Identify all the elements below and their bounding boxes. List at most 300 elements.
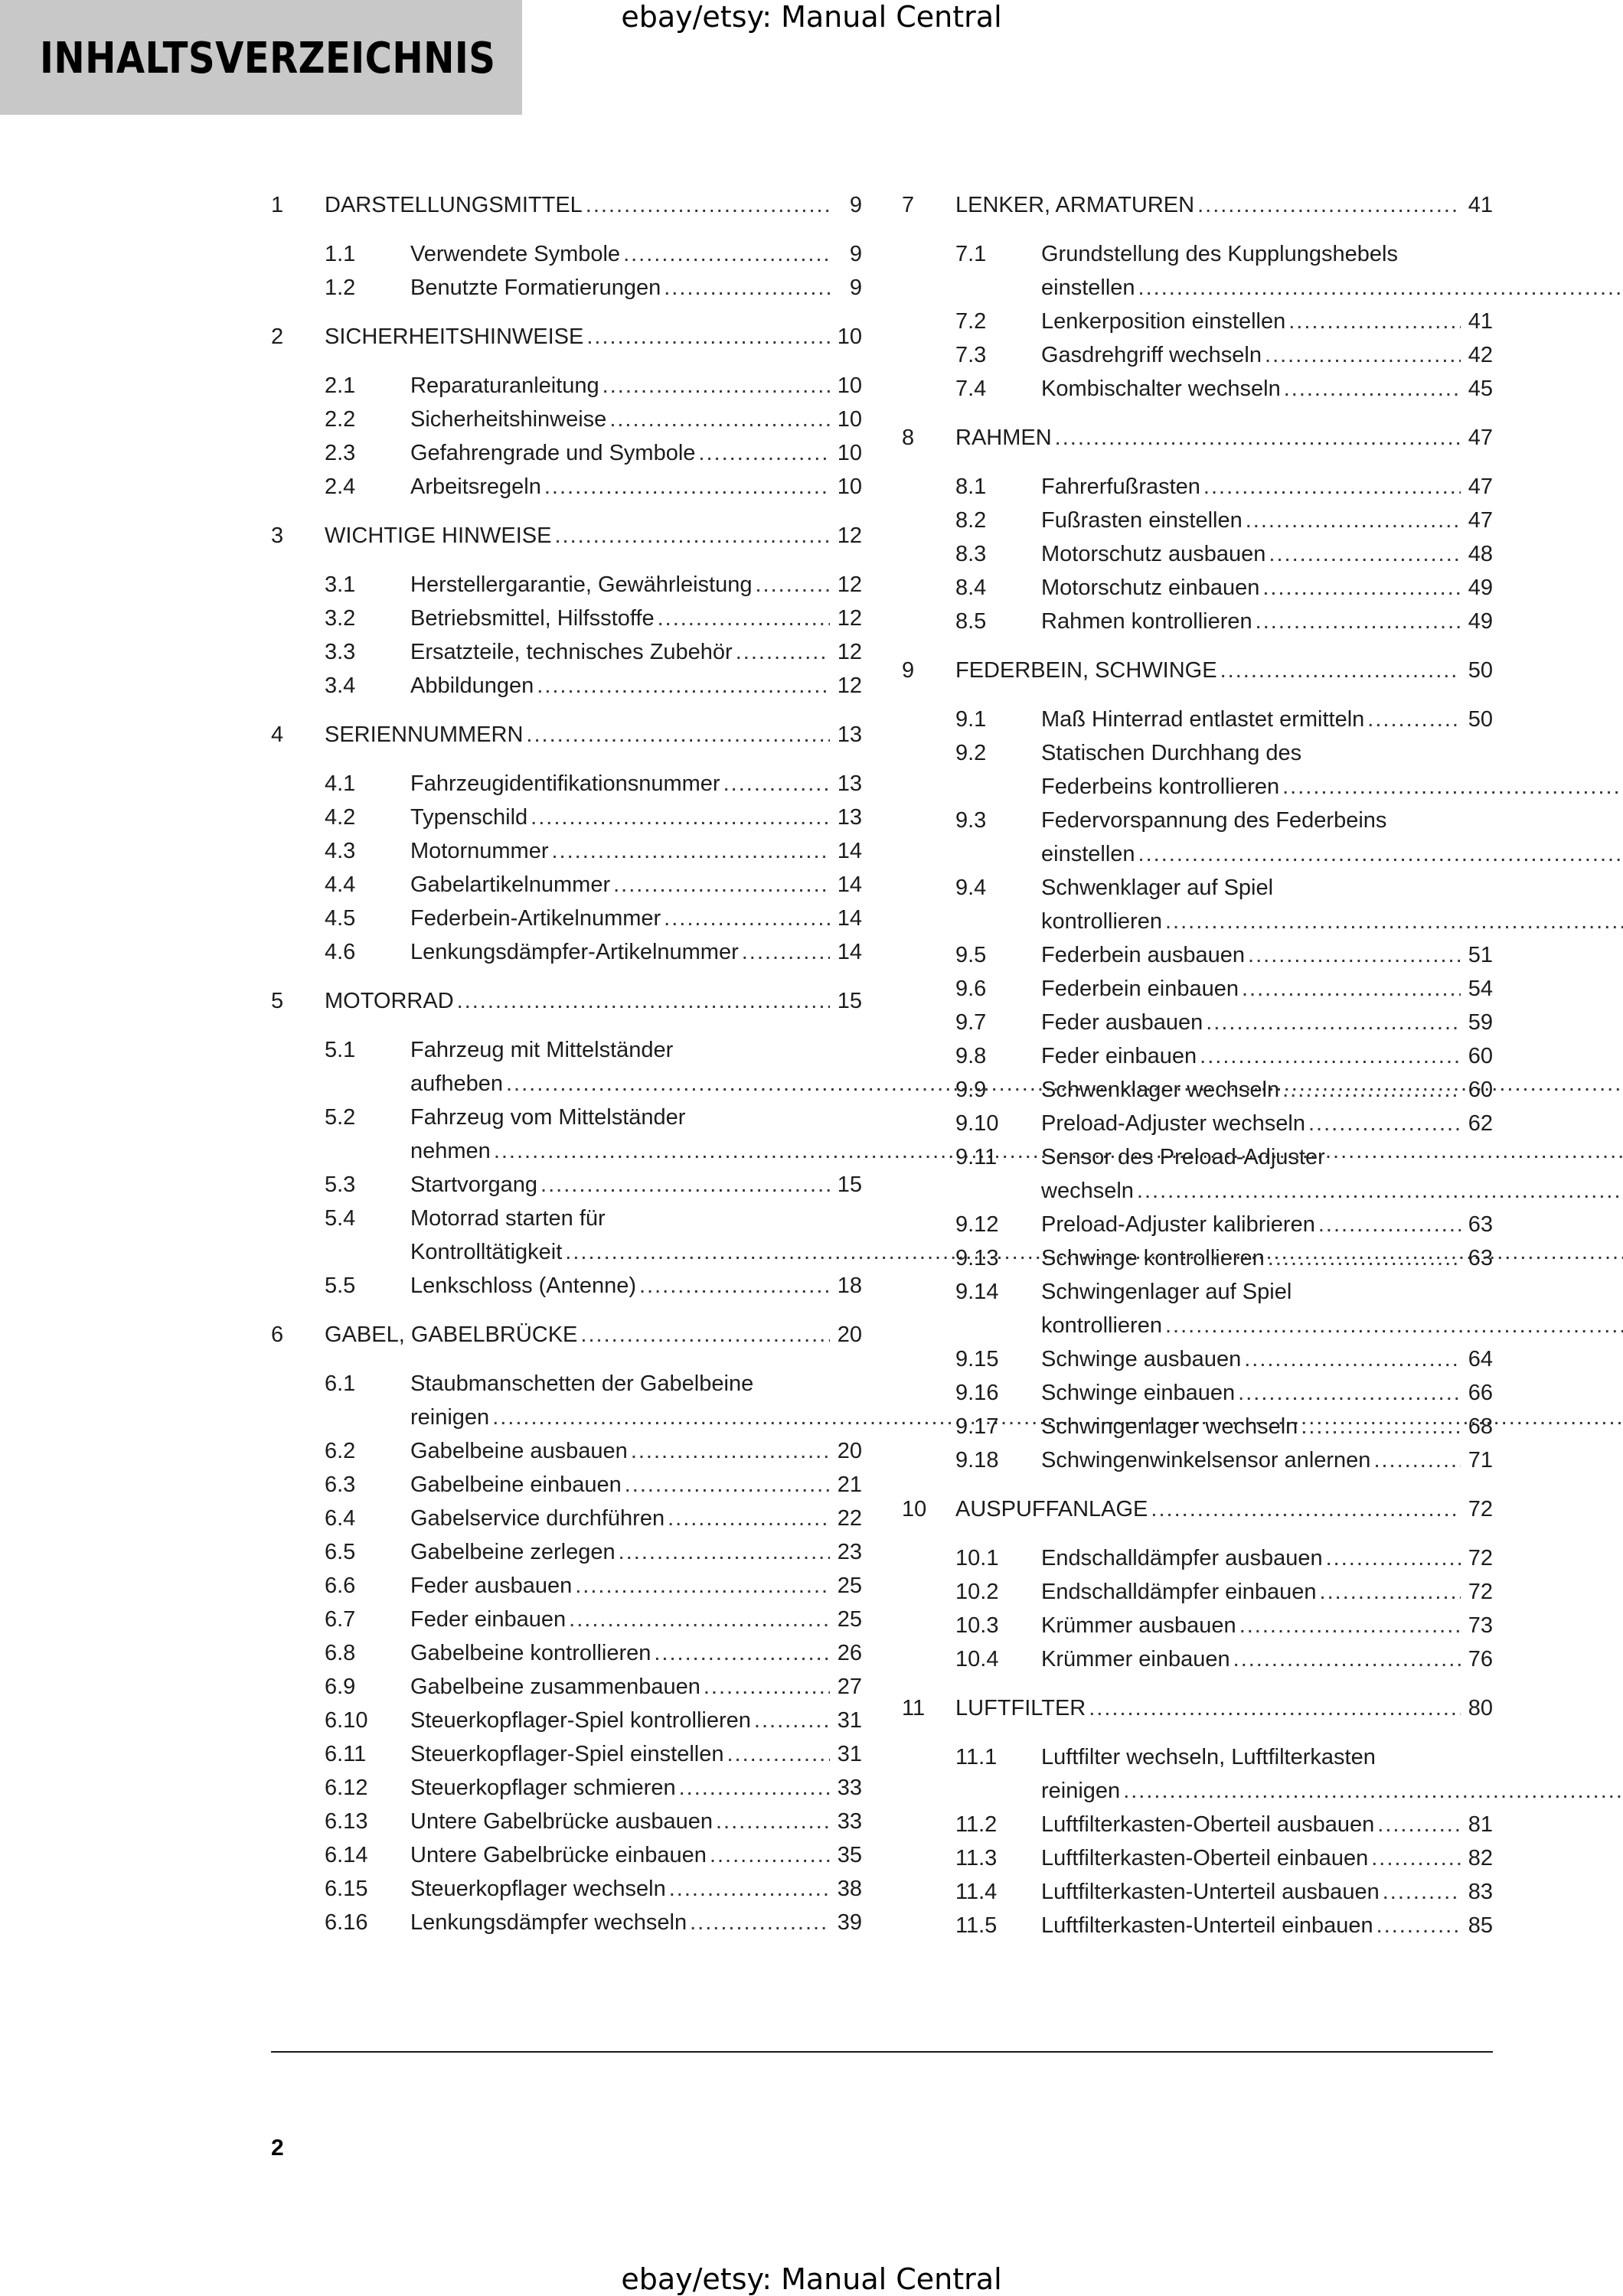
toc-entry-page: 12 (837, 640, 862, 664)
toc-entry-number: 10.1 (955, 1546, 999, 1570)
toc-chapter[interactable] (271, 188, 862, 222)
toc-entry-number: 3.2 (325, 606, 356, 631)
toc-entry-page: 20 (837, 1439, 862, 1463)
toc-entry-title-block (410, 834, 862, 868)
leader-dots (1203, 470, 1461, 504)
toc-entry-page: 23 (837, 1540, 862, 1564)
toc-entry-title: Luftfilterkasten-Unterteil einbauen (1041, 1913, 1373, 1938)
toc-entry-number: 6.14 (325, 1843, 368, 1867)
toc-entry-title: Statischen Durchhang des (1041, 741, 1302, 765)
toc-section[interactable] (955, 1006, 1493, 1039)
toc-entry-title: FEDERBEIN, SCHWINGE (955, 658, 1217, 683)
leader-dots (1200, 1039, 1461, 1073)
leader-dots (625, 1468, 830, 1502)
toc-entry-title: Motornummer (410, 839, 549, 863)
toc-section[interactable] (955, 1575, 1493, 1609)
toc-entry-number: 11.4 (955, 1880, 998, 1904)
toc-section[interactable] (325, 1101, 862, 1168)
toc-section[interactable] (955, 1909, 1493, 1942)
toc-entry-title: Schwenklager wechseln (1041, 1078, 1280, 1102)
toc-section[interactable] (955, 1410, 1493, 1443)
toc-section[interactable] (955, 1107, 1493, 1140)
toc-entry-page: 59 (1468, 1010, 1493, 1035)
toc-chapter[interactable] (902, 654, 1493, 687)
toc-entry-title: Preload-Adjuster wechseln (1041, 1111, 1305, 1136)
toc-entry-title-line2 (1041, 837, 1623, 871)
toc-section[interactable] (955, 1541, 1493, 1575)
toc-entry-number: 6.7 (325, 1607, 356, 1632)
toc-chapter[interactable] (271, 1318, 862, 1352)
toc-entry-title: Steuerkopflager schmieren (410, 1776, 676, 1800)
toc-section-list (955, 703, 1493, 1477)
toc-entry-title: Federbein einbauen (1041, 977, 1239, 1001)
toc-entry-title-block (410, 1670, 862, 1704)
toc-section[interactable] (325, 1502, 862, 1535)
toc-entry-title: LUFTFILTER (955, 1696, 1086, 1720)
toc-section[interactable] (325, 1603, 862, 1636)
toc-entry-title-block (410, 1838, 862, 1872)
toc-entry-title: Gabelbeine ausbauen (410, 1439, 628, 1463)
leader-dots (1165, 905, 1623, 938)
leader-dots (1248, 938, 1461, 972)
toc-entry-title-block (410, 1737, 862, 1771)
toc-entry-title-block (410, 1603, 862, 1636)
toc-entry-title-block (410, 1636, 862, 1670)
toc-entry-number: 9.7 (955, 1010, 987, 1035)
toc-entry-page: 71 (1468, 1448, 1493, 1473)
toc-entry-title-block (325, 1318, 862, 1352)
toc-entry-title-block (410, 271, 862, 305)
leader-dots (690, 1906, 830, 1939)
toc-entry-title-block (1041, 1609, 1493, 1642)
toc-entry-page: 60 (1468, 1078, 1493, 1102)
toc-entry-number: 6.2 (325, 1439, 356, 1463)
toc-entry-number: 11.2 (955, 1812, 998, 1837)
page-title: INHALTSVERZEICHNIS (40, 34, 496, 83)
toc-section[interactable] (955, 1140, 1493, 1208)
toc-entry-number: 9.17 (955, 1414, 999, 1439)
toc-section[interactable] (325, 767, 862, 801)
toc-section[interactable] (955, 736, 1493, 804)
toc-entry-title: Federbein-Artikelnummer (410, 906, 661, 931)
toc-section[interactable] (325, 1569, 862, 1603)
toc-entry-title: Gabelartikelnummer (410, 872, 611, 897)
toc-entry-page: 73 (1468, 1613, 1493, 1638)
toc-section[interactable] (955, 605, 1493, 638)
leader-dots (537, 669, 830, 703)
toc-entry-title-block (1041, 1841, 1493, 1875)
toc-entry-number: 5.2 (325, 1105, 356, 1130)
toc-section[interactable] (955, 1275, 1493, 1342)
leader-dots (1165, 1309, 1623, 1342)
toc-entry-number: 3 (271, 523, 284, 548)
toc-entry-title: Sensor des Preload-Adjuster (1041, 1145, 1325, 1169)
leader-dots (623, 237, 830, 271)
toc-entry-title: Gabelservice durchführen (410, 1506, 665, 1531)
leader-dots (1284, 372, 1461, 406)
toc-entry-number: 9.12 (955, 1212, 999, 1237)
toc-entry-page: 42 (1468, 343, 1493, 367)
leader-dots (1262, 571, 1461, 605)
footer-divider (271, 2051, 1493, 2053)
toc-entry-title-block (955, 1691, 1493, 1725)
toc-entry-page: 10 (837, 475, 862, 499)
toc-entry-page: 14 (837, 906, 862, 931)
toc-entry-number: 8.5 (955, 609, 987, 634)
toc-entry-page: 72 (1468, 1580, 1493, 1604)
toc-entry-page: 80 (1468, 1696, 1493, 1720)
toc-chapter[interactable] (902, 188, 1493, 222)
toc-section[interactable] (325, 1838, 862, 1872)
toc-section[interactable] (325, 902, 862, 935)
leader-dots (1138, 837, 1623, 871)
toc-entry-number: 1.2 (325, 276, 356, 300)
toc-section[interactable] (955, 938, 1493, 972)
toc-chapter[interactable] (271, 718, 862, 752)
toc-entry-title: Gasdrehgriff wechseln (1041, 343, 1262, 367)
toc-entry-title: Schwenklager auf Spiel (1041, 876, 1274, 900)
leader-dots (742, 935, 830, 969)
toc-entry-number: 2.3 (325, 441, 356, 465)
toc-entry-number: 8 (902, 426, 915, 450)
toc-section[interactable] (955, 703, 1493, 736)
toc-entry-page: 31 (837, 1708, 862, 1733)
toc-section[interactable] (325, 436, 862, 470)
toc-section[interactable] (325, 1269, 862, 1303)
toc-entry-title-block (1041, 736, 1623, 804)
toc-entry-title-block (410, 237, 862, 271)
toc-chapter[interactable] (902, 1691, 1493, 1725)
toc-entry-page: 27 (837, 1675, 862, 1699)
toc-entry-page: 76 (1468, 1647, 1493, 1671)
toc-entry-number: 9.5 (955, 943, 987, 967)
toc-section[interactable] (955, 237, 1493, 305)
toc-section[interactable] (325, 568, 862, 602)
toc-entry-number: 2 (271, 325, 284, 349)
toc-entry-number: 9 (902, 658, 915, 683)
toc-entry-title: Luftfilterkasten-Oberteil einbauen (1041, 1846, 1369, 1870)
toc-section[interactable] (955, 871, 1493, 938)
toc-entry-title-block (1041, 1006, 1493, 1039)
toc-entry-title-line2 (1041, 1774, 1623, 1808)
toc-section[interactable] (955, 1841, 1493, 1875)
toc-entry-page: 20 (837, 1322, 862, 1347)
toc-entry-title-block (1041, 237, 1623, 305)
toc-entry-title: Arbeitsregeln (410, 475, 541, 499)
toc-entry-page: 51 (1468, 943, 1493, 967)
leader-dots (1282, 770, 1623, 804)
toc-section[interactable] (325, 602, 862, 635)
leader-dots (1301, 1410, 1461, 1443)
toc-entry-title: Kombischalter wechseln (1041, 377, 1281, 401)
toc-entry-title-block (325, 188, 862, 222)
toc-entry-title-block (325, 519, 862, 553)
leader-dots (1055, 421, 1461, 455)
toc-entry-title-block (1041, 537, 1493, 571)
toc-section[interactable] (955, 1241, 1493, 1275)
toc-section[interactable] (325, 635, 862, 669)
toc-chapter[interactable] (271, 984, 862, 1018)
leader-dots (639, 1269, 830, 1303)
toc-section[interactable] (955, 1039, 1493, 1073)
toc-entry-title-block (1041, 1909, 1493, 1942)
toc-entry-title-block (1041, 1208, 1493, 1241)
leader-dots (736, 635, 830, 669)
toc-entry-title-block (1041, 1107, 1493, 1140)
toc-entry-number: 6.3 (325, 1473, 356, 1497)
toc-entry-page: 63 (1468, 1212, 1493, 1237)
toc-entry-number: 9.18 (955, 1448, 999, 1473)
toc-entry-number: 10.3 (955, 1613, 999, 1638)
toc-section[interactable] (955, 470, 1493, 504)
toc-entry-number: 9.2 (955, 741, 987, 765)
toc-entry-title-line2 (1041, 905, 1623, 938)
toc-entry-title: Federvorspannung des Federbeins (1041, 808, 1387, 833)
toc-section[interactable] (955, 1609, 1493, 1642)
toc-entry-title: Lenkungsdämpfer-Artikelnummer (410, 940, 739, 964)
toc-section[interactable] (955, 1376, 1493, 1410)
toc-section[interactable] (325, 1468, 862, 1502)
toc-entry-title: Reparaturanleitung (410, 373, 599, 398)
toc-entry-number: 5.3 (325, 1172, 356, 1197)
toc-section[interactable] (325, 669, 862, 703)
toc-chapter[interactable] (902, 421, 1493, 455)
leader-dots (1238, 1376, 1461, 1410)
toc-section[interactable] (325, 868, 862, 902)
toc-entry-number: 6.8 (325, 1641, 356, 1665)
leader-dots (654, 1636, 830, 1670)
toc-section[interactable] (325, 1636, 862, 1670)
toc-entry-title-block (410, 935, 862, 969)
toc-entry-title-continued: Federbeins kontrollieren (1041, 775, 1280, 799)
toc-entry-title-block (1041, 804, 1623, 871)
toc-entry-title: Typenschild (410, 805, 528, 830)
toc-entry-title-block (1041, 1541, 1493, 1575)
toc-section[interactable] (325, 801, 862, 834)
toc-entry-title-line2 (1041, 1174, 1623, 1208)
toc-entry-number: 6 (271, 1322, 284, 1347)
toc-entry-title-block (1041, 1241, 1493, 1275)
toc-entry-title: Fahrzeug vom Mittelständer (410, 1105, 686, 1130)
toc-section[interactable] (325, 1434, 862, 1468)
toc-entry-title: Steuerkopflager wechseln (410, 1877, 666, 1901)
leader-dots (727, 1737, 830, 1771)
leader-dots (586, 188, 830, 222)
toc-section[interactable] (955, 1342, 1493, 1376)
toc-entry-title: Motorrad starten für (410, 1206, 606, 1231)
toc-entry-title-block (1041, 1342, 1493, 1376)
toc-entry-title: Luftfilterkasten-Oberteil ausbauen (1041, 1812, 1375, 1837)
toc-section[interactable] (325, 1805, 862, 1838)
toc-entry-page: 14 (837, 839, 862, 863)
toc-entry-title-block (410, 1704, 862, 1737)
leader-dots (1373, 1443, 1461, 1477)
toc-section[interactable] (955, 504, 1493, 537)
toc-entry-title-block (1041, 1575, 1493, 1609)
toc-entry-title-block (1041, 938, 1493, 972)
toc-section-list (955, 1740, 1493, 1942)
toc-entry-page: 35 (837, 1843, 862, 1867)
toc-entry-title: Maß Hinterrad entlastet ermitteln (1041, 707, 1365, 732)
toc-section[interactable] (325, 1737, 862, 1771)
leader-dots (1308, 1107, 1461, 1140)
toc-entry-page: 12 (837, 523, 862, 548)
leader-dots (575, 1569, 830, 1603)
toc-section[interactable] (955, 1740, 1493, 1808)
toc-entry-number: 5.4 (325, 1206, 356, 1231)
toc-entry-page: 72 (1468, 1546, 1493, 1570)
toc-entry-page: 10 (837, 441, 862, 465)
toc-entry-number: 9.4 (955, 876, 987, 900)
toc-entry-title-block (1041, 1140, 1623, 1208)
toc-entry-number: 4 (271, 722, 284, 747)
leader-dots (679, 1771, 830, 1805)
toc-entry-page: 39 (837, 1910, 862, 1935)
toc-section[interactable] (325, 1704, 862, 1737)
leader-dots (1377, 1808, 1461, 1841)
leader-dots (710, 1838, 830, 1872)
toc-entry-title-block (410, 1434, 862, 1468)
toc-section[interactable] (325, 369, 862, 403)
toc-entry-title-block (410, 801, 862, 834)
toc-entry-page: 15 (837, 989, 862, 1013)
toc-section[interactable] (325, 1906, 862, 1939)
toc-entry-title: Luftfilter wechseln, Luftfilterkasten (1041, 1745, 1376, 1769)
leader-dots (526, 718, 830, 752)
toc-entry-number: 9.11 (955, 1145, 998, 1169)
toc-entry-number: 9.8 (955, 1044, 987, 1068)
toc-entry-page: 49 (1468, 609, 1493, 634)
toc-section[interactable] (325, 834, 862, 868)
toc-entry-title: RAHMEN (955, 426, 1052, 450)
toc-entry-page: 41 (1468, 193, 1493, 217)
toc-section[interactable] (325, 935, 862, 969)
toc-entry-number: 9.1 (955, 707, 987, 732)
toc-entry-number: 6.16 (325, 1910, 368, 1935)
toc-entry-number: 3.3 (325, 640, 356, 664)
leader-dots (544, 470, 830, 504)
toc-entry-title-block (410, 902, 862, 935)
toc-section[interactable] (325, 1771, 862, 1805)
toc-section[interactable] (325, 1202, 862, 1269)
leader-dots (1326, 1541, 1461, 1575)
toc-section[interactable] (325, 1033, 862, 1101)
toc-entry-page: 54 (1468, 977, 1493, 1001)
toc-chapter[interactable] (902, 1492, 1493, 1526)
toc-section[interactable] (325, 1535, 862, 1569)
toc-section[interactable] (955, 338, 1493, 372)
toc-entry-title: Gabelbeine einbauen (410, 1473, 622, 1497)
leader-dots (1151, 1492, 1461, 1526)
toc-section[interactable] (955, 1875, 1493, 1909)
toc-section[interactable] (325, 1168, 862, 1202)
toc-entry-title: Ersatzteile, technisches Zubehör (410, 640, 733, 664)
toc-section[interactable] (325, 237, 862, 271)
toc-section[interactable] (325, 403, 862, 436)
toc-entry-number: 10.4 (955, 1647, 999, 1671)
toc-section[interactable] (325, 470, 862, 504)
leader-dots (1239, 1609, 1461, 1642)
toc-entry-page: 25 (837, 1574, 862, 1598)
toc-entry-title-block (1041, 1740, 1623, 1808)
leader-dots (1371, 1841, 1461, 1875)
toc-section[interactable] (325, 1670, 862, 1704)
toc-entry-title-block (410, 1535, 862, 1569)
toc-section[interactable] (955, 537, 1493, 571)
toc-section[interactable] (955, 372, 1493, 406)
toc-entry-title: Schwinge einbauen (1041, 1381, 1236, 1405)
toc-entry-title: Motorschutz ausbauen (1041, 542, 1266, 566)
toc-entry-title: Feder ausbauen (410, 1574, 573, 1598)
leader-dots (668, 1502, 830, 1535)
toc-entry-title: Gabelbeine kontrollieren (410, 1641, 651, 1665)
toc-entry-number: 9.6 (955, 977, 987, 1001)
toc-section[interactable] (955, 804, 1493, 871)
toc-chapter[interactable] (271, 320, 862, 354)
toc-section-list (325, 767, 862, 969)
toc-entry-number: 9.9 (955, 1078, 987, 1102)
toc-entry-title-block (1041, 605, 1493, 638)
toc-entry-title-block (1041, 1376, 1493, 1410)
toc-section[interactable] (955, 1642, 1493, 1676)
leader-dots (1320, 1575, 1461, 1609)
toc-section[interactable] (955, 571, 1493, 605)
leader-dots (1233, 1642, 1461, 1676)
toc-entry-title: Krümmer einbauen (1041, 1647, 1230, 1671)
toc-entry-title: SERIENNUMMERN (325, 722, 524, 747)
toc-entry-number: 6.1 (325, 1371, 356, 1396)
toc-section[interactable] (955, 972, 1493, 1006)
toc-section[interactable] (955, 1073, 1493, 1107)
toc-entry-page: 47 (1468, 508, 1493, 533)
toc-entry-page: 10 (837, 325, 862, 349)
toc-entry-number: 10.2 (955, 1580, 999, 1604)
toc-entry-page: 18 (837, 1274, 862, 1298)
leader-dots (756, 568, 831, 602)
toc-entry-title-block (410, 1906, 862, 1939)
toc-section[interactable] (955, 1443, 1493, 1477)
leader-dots (1206, 1006, 1461, 1039)
toc-entry-title: Lenkschloss (Antenne) (410, 1274, 636, 1298)
toc-section[interactable] (325, 1872, 862, 1906)
leader-dots (1288, 305, 1461, 338)
toc-entry-title: Startvorgang (410, 1172, 538, 1197)
toc-entry-title: AUSPUFFANLAGE (955, 1497, 1148, 1521)
toc-section[interactable] (955, 1808, 1493, 1841)
toc-entry-title: Endschalldämpfer einbauen (1041, 1580, 1317, 1604)
toc-chapter[interactable] (271, 519, 862, 553)
toc-entry-page: 9 (849, 242, 862, 266)
toc-entry-title: Steuerkopflager-Spiel einstellen (410, 1742, 724, 1766)
leader-dots (1137, 1174, 1623, 1208)
toc-entry-title: Fußrasten einstellen (1041, 508, 1243, 533)
toc-entry-page: 47 (1468, 475, 1493, 499)
toc-entry-page: 12 (837, 572, 862, 597)
leader-dots (619, 1535, 830, 1569)
toc-section[interactable] (325, 1367, 862, 1434)
leader-dots (664, 271, 830, 305)
toc-section[interactable] (325, 271, 862, 305)
toc-entry-number: 1.1 (325, 242, 356, 266)
toc-entry-title: Gabelbeine zusammenbauen (410, 1675, 700, 1699)
toc-entry-number: 4.3 (325, 839, 356, 863)
toc-entry-title-block (1041, 1275, 1623, 1342)
toc-entry-title: SICHERHEITSHINWEISE (325, 325, 584, 349)
toc-entry-title-block (955, 188, 1493, 222)
toc-section[interactable] (955, 305, 1493, 338)
toc-entry-number: 9.15 (955, 1347, 999, 1371)
toc-section[interactable] (955, 1208, 1493, 1241)
